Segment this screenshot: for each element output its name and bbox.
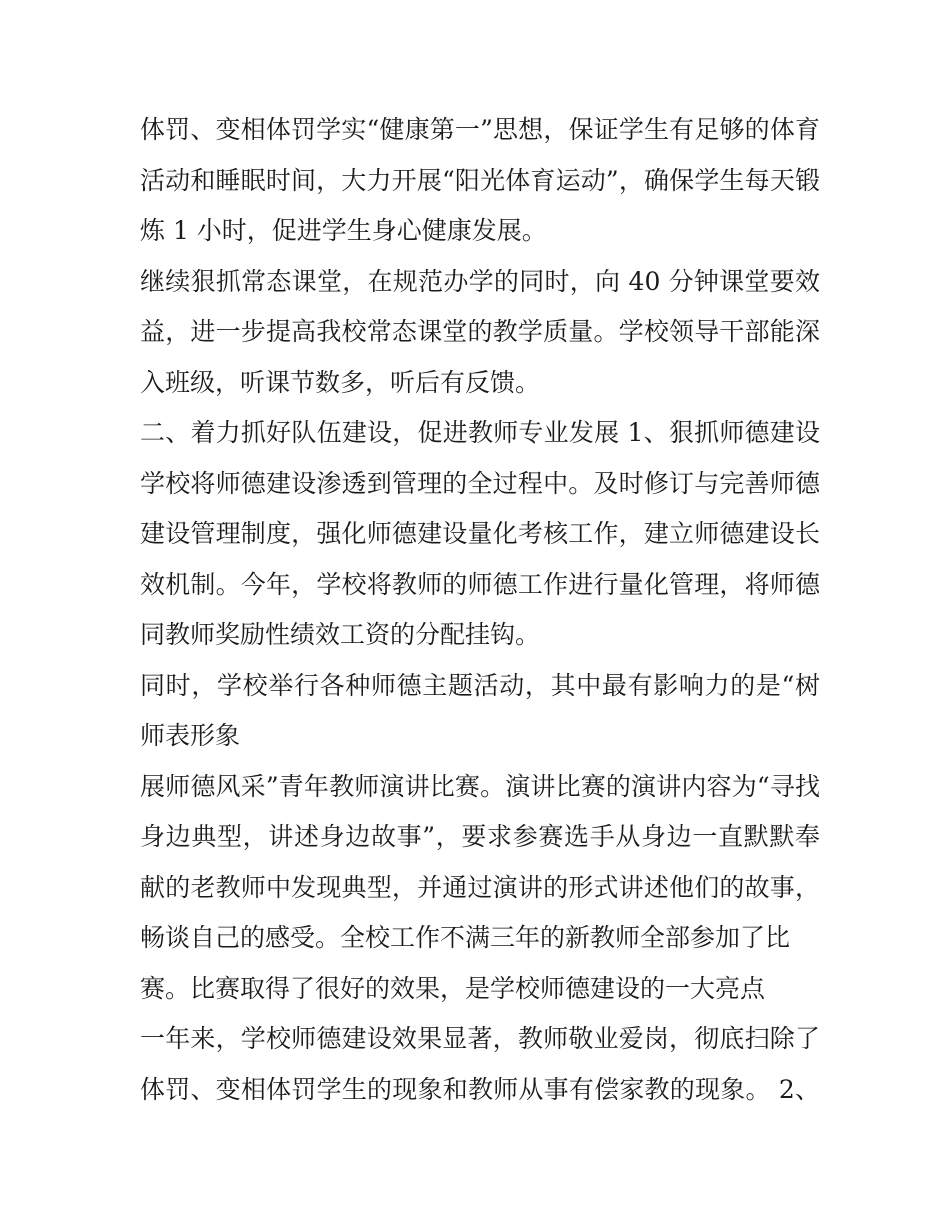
text-line-13: 师表形象 <box>140 721 241 750</box>
text-line-6: 入班级，听课节数多，听后有反馈。 <box>140 367 541 397</box>
text-line-10: 效机制。今年，学校将教师的师德工作进行量化管理，将师德 <box>140 569 820 599</box>
text-line-11: 同教师奖励性绩效工资的分配挂钩。 <box>140 620 541 649</box>
text-line-1: 体罚、变相体罚学实“健康第一”思想，保证学生有足够的体育 <box>140 115 820 144</box>
text-line-18: 赛。比赛取得了很好的效果，是学校师德建设的一大亮点 <box>140 973 766 1003</box>
text-line-19: 一年来，学校师德建设效果显著，教师敬业爱岗，彻底扫除了 <box>140 1024 820 1053</box>
text-line-3: 炼 1 小时，促进学生身心健康发展。 <box>140 216 547 245</box>
text-line-5: 益，进一步提高我校常态课堂的教学质量。学校领导干部能深 <box>140 317 820 346</box>
text-line-12: 同时，学校举行各种师德主题活动，其中最有影响力的是“树 <box>140 670 820 700</box>
text-line-20: 体罚、变相体罚学生的现象和教师从事有偿家教的现象。 2、 <box>140 1074 820 1104</box>
text-line-2: 活动和睡眠时间，大力开展“阳光体育运动”，确保学生每天锻 <box>140 165 820 195</box>
text-line-9: 建设管理制度，强化师德建设量化考核工作，建立师德建设长 <box>140 519 820 548</box>
text-line-16: 献的老教师中发现典型，并通过演讲的形式讲述他们的故事， <box>140 872 820 902</box>
text-line-14: 展师德风采”青年教师演讲比赛。演讲比赛的演讲内容为“寻找 <box>140 771 820 801</box>
text-line-15: 身边典型，讲述身边故事”，要求参赛选手从身边一直默默奉 <box>140 822 820 851</box>
text-line-7: 二、着力抓好队伍建设，促进教师专业发展 1、狠抓师德建设 <box>140 418 820 447</box>
text-line-4: 继续狠抓常态课堂，在规范办学的同时，向 40 分钟课堂要效 <box>140 266 820 296</box>
text-line-17: 畅谈自己的感受。全校工作不满三年的新教师全部参加了比 <box>140 923 791 952</box>
document-body <box>140 105 820 1115</box>
text-line-8: 学校将师德建设渗透到管理的全过程中。及时修订与完善师德 <box>140 468 820 498</box>
